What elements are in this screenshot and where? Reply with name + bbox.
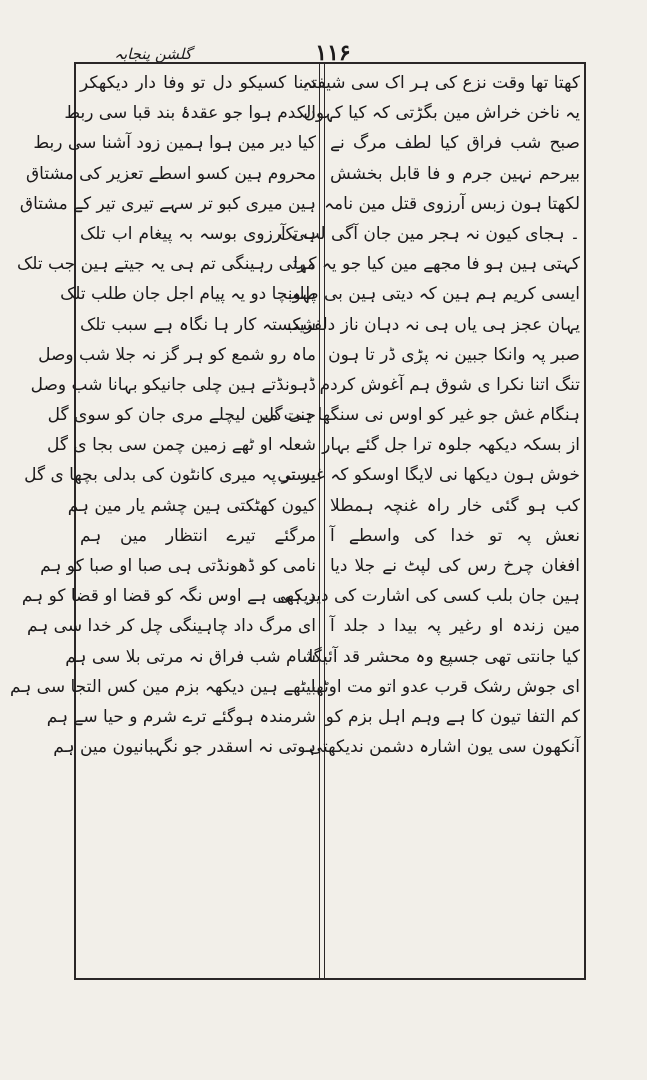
verse-line: کیا دیر مین ہوا ہمین زود آشنا سی ربط [33, 133, 316, 154]
verse-line: جنت مین لیچلے مری جان کو سوی گل [47, 405, 316, 426]
verse-line: بستر پہ میری کانٹون کی بدلی بچھا ی گل [24, 465, 316, 486]
verse-line: پہونچا دو یہ پیام اجل جان طلب تلک [60, 284, 316, 305]
verse-line: شکستہ کار ہا نگاہ ہے سبب تلک [80, 314, 316, 335]
verse-line: شام شب فراق نہ مرتی بلا سی ہم [65, 646, 316, 667]
verse-line: کم التفا تیون کا ہے وہم اہل بزم کو [325, 706, 580, 727]
verse-line: ہنگام غش جو غیر کو اوس نی سنگھا ہی گل [261, 405, 580, 426]
verse-line: بیرحم نہین جرم و فا قابل بخشش [330, 163, 580, 184]
verse-line: بیٹھے ہین دیکھہ بزم مین کس التجا سی ہم [10, 676, 316, 697]
page-number: ۱۱۶ [315, 40, 351, 66]
verse-line: ہین میری کبو تر سہے تیری تیر کے مشتاق [19, 193, 316, 214]
verse-line: یہ ناخن خراش مین بگڑتی کہ کیا کہون [303, 103, 580, 124]
verse-line: تنگ اتنا نکرا ی شوق ہم آغوش کردم [319, 374, 580, 395]
verse-line: کب ہو گئی خار راہ غنچہ ہمطلا [330, 495, 580, 516]
verse-line: کہتی ہین ہو فا مجھے مین کیا جو یہ کہا [293, 254, 580, 275]
verse-line: خوش ہون دیکھا نی لایگا اوسکو کہ غیر نی [277, 465, 580, 486]
verse-line: محروم ہین کسو اسطے تعزیر کی مشتاق [25, 163, 316, 184]
verse-line: ایسی کریم ہم ہین کہ دیتی ہین بی طلب [282, 284, 580, 305]
verse-line: ہوتی نہ اسقدر جو نگہبانیون مین ہم [53, 737, 316, 758]
verse-line: ۔ ہجای کیون نہ ہجر مین جان آگی لب تک [278, 223, 580, 244]
verse-line: مرگئے تیرے انتظار مین ہم [80, 525, 316, 546]
verse-line: کیون کھٹکتی ہین چشم یار مین ہم [67, 495, 316, 516]
verse-line: ہی آرزوی بوسہ بہ پیغام اب تلک [80, 223, 316, 244]
running-header-title: گلشن پنجابہ [114, 45, 192, 63]
verse-line: لکھتا ہون زبس آرزوی قتل مین نامہ [324, 193, 580, 214]
verse-line: از بسکہ دیکھہ جلوہ ترا جل گئے بہار [322, 435, 580, 456]
verse-line: آنکھون سی یون اشارہ دشمن ندیکھتی [308, 737, 580, 758]
verse-line: افغان چرخ رس کی لپٹ نے جلا دیا [330, 556, 580, 576]
verse-line: کیا جانتی تھی جسپع وہ محشر قد آئیگا [308, 646, 580, 667]
verse-line: الکدم ہوا جو عقدۂ بند قبا سی ربط [64, 103, 316, 124]
verse-line: ڈہونڈتے ہین چلی جانیکو بہانا شب وصل [30, 374, 316, 395]
verse-line: مین زندہ او رغیر پہ بیدا د جلد آ [330, 616, 580, 637]
verse-line: مرتی رہینگی تم ہی یہ جیتے ہین جب تلک [16, 254, 316, 275]
verse-line: ای مرگ داد چاہینگی چل کر خدا سی ہم [27, 616, 316, 637]
verse-line: نامی کو ڈھونڈتی ہی صبا او صبا کو ہم [40, 556, 316, 576]
verse-line: ماہ رو شمع کو ہر گز نہ جلا شب وصل [38, 344, 316, 365]
right-column [261, 68, 580, 974]
verse-line: دینا کسیکو دل تو وفا دار دیکھکر [80, 73, 316, 93]
left-column [10, 68, 316, 974]
verse-line: صبح شب فراق کیا لطف مرگ نے [330, 133, 580, 154]
verse-line: ای جوش رشک قرب عدو اتو مت اوٹھا [310, 676, 580, 697]
verse-line: صبر پہ وانکا جبین نہ پڑی ڈر تا ہون [328, 344, 580, 365]
verse-line: شعلہ او ٹھے زمین چمن سی بجا ی گل [47, 435, 316, 456]
verse-line: کھتا تھا وقت نزع کی ہر اک سی شیفتہ [302, 73, 580, 93]
verse-line: یہان عجز ہی یاں ہی نہ دہان ناز دلفریب [283, 314, 580, 335]
verse-line: نعش پہ تو خدا کی واسطے آ [330, 525, 580, 546]
verse-line: ہین جان بلب کسی کی اشارت کی دیر ہی [277, 586, 580, 607]
verse-line: دیکھی ہے اوس نگہ کو قضا او قضا کو ہم [21, 586, 316, 607]
verse-line: شرمندہ ہوگئے ترے شرم و حیا سے ہم [46, 706, 316, 727]
